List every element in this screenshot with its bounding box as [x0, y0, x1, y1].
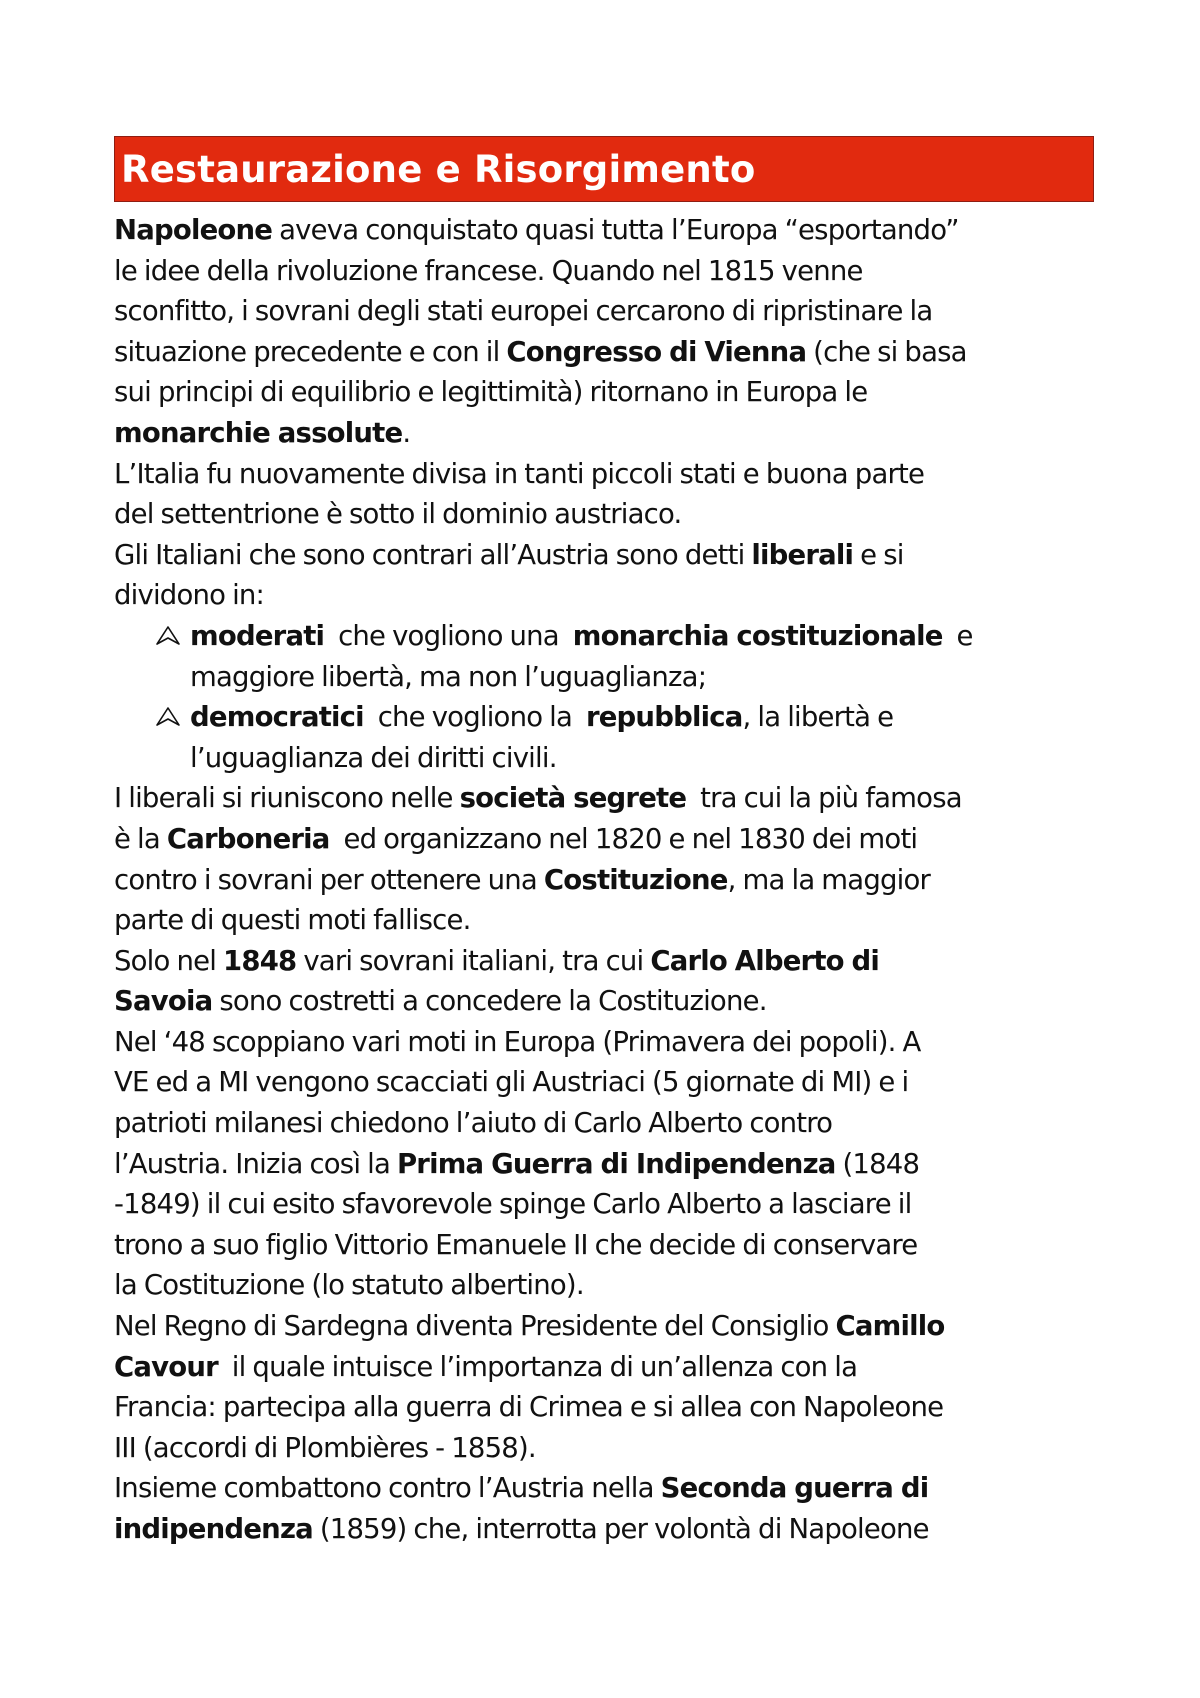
bold-term: monarchia costituzionale	[572, 619, 943, 652]
text-run: e si	[853, 538, 904, 571]
arrowhead-bullet-icon	[154, 705, 182, 729]
text-run: VE ed a MI vengono scacciati gli Austriaci (5 giornate di MI) e i	[114, 1066, 909, 1099]
bold-term: Carboneria	[166, 822, 330, 855]
text-run: patrioti milanesi chiedono l’aiuto di Carlo Alberto contro	[114, 1107, 833, 1140]
bold-term: liberali	[751, 538, 854, 571]
text-line	[114, 1103, 1094, 1144]
bold-term: repubblica	[585, 701, 743, 734]
text-line	[114, 819, 1094, 860]
text-run: dividono in:	[114, 579, 265, 612]
text-run: Solo nel	[114, 944, 224, 977]
text-run: , ma la maggior	[727, 863, 931, 896]
text-line	[114, 251, 1094, 292]
text-line	[114, 860, 1094, 901]
bold-term: monarchie assolute	[114, 416, 403, 449]
text-run: aveva conquistato quasi tutta l’Europa “esportando”	[272, 214, 959, 246]
bold-term: moderati	[190, 619, 325, 652]
text-run: (1859) che, interrotta per volontà di Napoleone	[312, 1513, 929, 1545]
text-line	[114, 1509, 1094, 1550]
text-line	[114, 372, 1094, 413]
text-line	[114, 657, 1094, 698]
bold-term: Prima Guerra di Indipendenza	[396, 1147, 836, 1180]
bold-term: Seconda guerra di	[660, 1472, 929, 1505]
text-line	[114, 1387, 1094, 1428]
bold-term: Carlo Alberto di	[650, 944, 880, 977]
text-line	[114, 1062, 1094, 1103]
bold-term: Savoia	[114, 985, 213, 1018]
text-run: Insieme combattono contro l’Austria nella	[114, 1472, 661, 1505]
text-line	[114, 454, 1094, 495]
text-line	[114, 981, 1094, 1022]
text-run: le idee della rivoluzione francese. Quando nel 1815 venne	[114, 254, 863, 287]
text-run: parte di questi moti fallisce.	[114, 904, 471, 937]
document-page	[114, 136, 1094, 1550]
text-run: situazione precedente e con il	[114, 335, 507, 368]
text-run: sono costretti a concedere la Costituzione.	[212, 985, 767, 1018]
bullet-line	[114, 697, 1094, 738]
text-run: Francia: partecipa alla guerra di Crimea e si allea con Napoleone	[114, 1391, 944, 1424]
title-bar	[114, 136, 1094, 202]
text-run: è la	[114, 822, 167, 855]
text-line	[114, 535, 1094, 576]
text-run: la Costituzione (lo statuto albertino).	[114, 1269, 584, 1302]
bold-term: Napoleone	[114, 214, 273, 246]
text-line	[114, 210, 1094, 251]
text-run: , la libertà e	[742, 701, 894, 734]
text-run: l’Austria. Inizia così la	[114, 1147, 397, 1180]
text-run: III (accordi di Plombières - 1858).	[114, 1431, 536, 1464]
text-run: tra cui la più famosa	[686, 782, 962, 815]
text-run: (che si basa	[806, 335, 967, 368]
text-run: l’uguaglianza dei diritti civili.	[190, 741, 557, 774]
arrowhead-bullet-icon	[154, 624, 182, 648]
text-line	[114, 941, 1094, 982]
bold-term: 1848	[223, 944, 297, 977]
text-line	[114, 332, 1094, 373]
bold-term: Costituzione	[543, 863, 728, 896]
text-line	[114, 1428, 1094, 1469]
text-line	[114, 900, 1094, 941]
text-run: vari sovrani italiani, tra cui	[296, 944, 651, 977]
text-run: (1848	[835, 1147, 920, 1180]
text-run: che vogliono la	[363, 701, 586, 734]
text-line	[114, 1022, 1094, 1063]
bullet-line	[114, 616, 1094, 657]
text-run: contro i sovrani per ottenere una	[114, 863, 544, 896]
bold-term: indipendenza	[114, 1513, 313, 1545]
text-run: trono a suo figlio Vittorio Emanuele II che decide di conservare	[114, 1228, 918, 1261]
text-line	[114, 1184, 1094, 1225]
bold-term: democratici	[190, 701, 364, 734]
bold-term: Congresso di Vienna	[506, 335, 807, 368]
body-text	[114, 210, 1094, 1550]
text-line	[114, 1144, 1094, 1185]
bold-term: Cavour	[114, 1350, 218, 1383]
text-run: Nel Regno di Sardegna diventa Presidente del Consiglio	[114, 1310, 836, 1343]
text-run: Gli Italiani che sono contrari all’Austria sono detti	[114, 538, 752, 571]
text-line	[114, 1468, 1094, 1509]
page-title: Restaurazione e Risorgimento	[121, 147, 756, 191]
text-line	[114, 413, 1094, 454]
text-run: ed organizzano nel 1820 e nel 1830 dei moti	[329, 822, 918, 855]
text-run: L’Italia fu nuovamente divisa in tanti piccoli stati e buona parte	[114, 457, 925, 490]
text-line	[114, 575, 1094, 616]
text-line	[114, 1347, 1094, 1388]
text-line	[114, 1225, 1094, 1266]
text-line	[114, 738, 1094, 779]
text-run: I liberali si riuniscono nelle	[114, 782, 460, 815]
text-run: sui principi di equilibrio e legittimità) ritornano in Europa le	[114, 376, 868, 409]
text-line	[114, 291, 1094, 332]
text-line	[114, 1306, 1094, 1347]
text-run: e	[942, 619, 973, 652]
text-run: .	[402, 416, 411, 449]
text-line	[114, 494, 1094, 535]
bold-term: società segrete	[459, 782, 687, 815]
text-run: il quale intuisce l’importanza di un’allenza con la	[217, 1350, 858, 1383]
text-line	[114, 1265, 1094, 1306]
text-run: Nel ‘48 scoppiano vari moti in Europa (Primavera dei popoli). A	[114, 1025, 921, 1058]
text-run: che vogliono una	[324, 619, 573, 652]
text-run: maggiore libertà, ma non l’uguaglianza;	[190, 660, 707, 693]
text-run: sconfitto, i sovrani degli stati europei cercarono di ripristinare la	[114, 295, 933, 328]
text-run: -1849) il cui esito sfavorevole spinge Carlo Alberto a lasciare il	[114, 1188, 912, 1221]
text-run: del settentrione è sotto il dominio austriaco.	[114, 498, 682, 531]
bold-term: Camillo	[835, 1310, 945, 1343]
text-line	[114, 778, 1094, 819]
